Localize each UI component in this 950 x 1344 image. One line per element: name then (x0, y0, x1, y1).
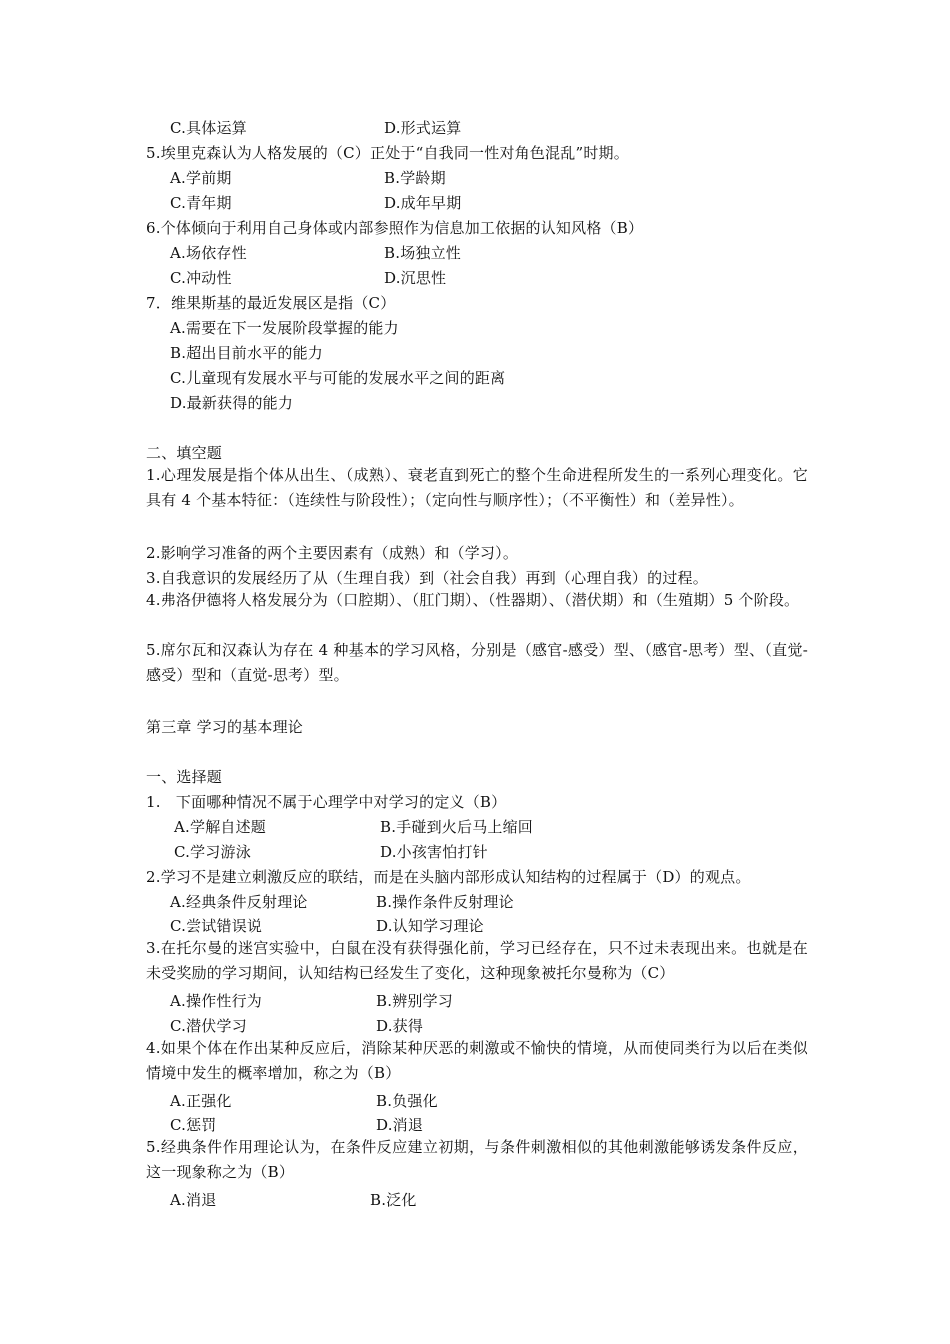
text-line-l22: 一、选择题 (146, 768, 223, 786)
paragraph-p3: 5.席尔瓦和汉森认为存在 4 种基本的学习风格，分别是（感官-感受）型、（感官-思考）型、（直觉-感受）型和（直觉-思考）型。 (146, 641, 808, 684)
text-line-l26: C.学习游泳 (174, 843, 251, 861)
paragraph-p2: 4.弗洛伊德将人格发展分为（口腔期）、（肛门期）、（性器期）、（潜伏期）和（生殖期）5 个阶段。 (146, 591, 800, 609)
text-line-l1: C.具体运算 (170, 119, 247, 137)
text-line-l33: A.操作性行为 (170, 992, 263, 1010)
text-line-l37: A.正强化 (170, 1092, 232, 1110)
paragraph-p6: 5.经典条件作用理论认为，在条件反应建立初期，与条件刺激相似的其他刺激能够诱发条件反应，这一现象称之为（B） (146, 1138, 808, 1181)
text-line-l32: D.认知学习理论 (376, 917, 484, 935)
text-line-l40: D.消退 (376, 1116, 424, 1134)
text-line-l9: A.场依存性 (170, 244, 247, 262)
text-line-l11: C.冲动性 (170, 269, 232, 287)
text-line-l15: B.超出目前水平的能力 (170, 344, 323, 362)
text-line-l17: D.最新获得的能力 (170, 394, 294, 412)
text-line-l39: C.惩罚 (170, 1116, 217, 1134)
text-line-l23: 1. 下面哪种情况不属于心理学中对学习的定义（B） (146, 793, 507, 811)
text-line-l20: 3.自我意识的发展经历了从（生理自我）到（社会自我）再到（心理自我）的过程。 (146, 569, 708, 587)
text-line-l2: D.形式运算 (384, 119, 462, 137)
text-line-l10: B.场独立性 (384, 244, 461, 262)
text-line-l16: C.儿童现有发展水平与可能的发展水平之间的距离 (170, 369, 506, 387)
text-line-l42: B.泛化 (370, 1191, 417, 1209)
text-line-l18: 二、填空题 (146, 444, 223, 462)
text-line-l4: A.学前期 (170, 169, 232, 187)
text-line-l25: B.手碰到火后马上缩回 (380, 818, 533, 836)
paragraph-p5: 4.如果个体在作出某种反应后，消除某种厌恶的刺激或不愉快的情境，从而使同类行为以后在类似情境中发生的概率增加，称之为（B） (146, 1039, 808, 1082)
text-line-l12: D.沉思性 (384, 269, 447, 287)
text-line-l34: B.辨别学习 (376, 992, 453, 1010)
text-line-l13: 7．维果斯基的最近发展区是指（C） (146, 294, 396, 312)
text-line-l27: D.小孩害怕打针 (380, 843, 488, 861)
text-line-l30: B.操作条件反射理论 (376, 893, 514, 911)
text-line-l8: 6.个体倾向于利用自己身体或内部参照作为信息加工依据的认知风格（B） (146, 219, 644, 237)
text-line-l35: C.潜伏学习 (170, 1017, 247, 1035)
text-line-l24: A.学解自述题 (174, 818, 267, 836)
paragraph-p1: 1.心理发展是指个体从出生、（成熟）、衰老直到死亡的整个生命进程所发生的一系列心理变化。它具有 4 个基本特征：（连续性与阶段性）；（定向性与顺序性）；（不平衡性）和（差异性）。 (146, 466, 808, 509)
text-line-l31: C.尝试错误说 (170, 917, 263, 935)
text-line-l38: B.负强化 (376, 1092, 438, 1110)
text-line-l5: B.学龄期 (384, 169, 446, 187)
text-line-l29: A.经典条件反射理论 (170, 893, 308, 911)
text-line-l19: 2.影响学习准备的两个主要因素有（成熟）和（学习）。 (146, 544, 519, 562)
text-line-l7: D.成年早期 (384, 194, 462, 212)
text-line-l6: C.青年期 (170, 194, 232, 212)
text-line-l36: D.获得 (376, 1017, 424, 1035)
text-line-l21: 第三章 学习的基本理论 (146, 718, 303, 736)
text-line-l41: A.消退 (170, 1191, 217, 1209)
text-line-l28: 2.学习不是建立刺激反应的联结，而是在头脑内部形成认知结构的过程属于（D）的观点。 (146, 868, 751, 886)
text-line-l14: A.需要在下一发展阶段掌握的能力 (170, 319, 399, 337)
text-line-l3: 5.埃里克森认为人格发展的（C）正处于“自我同一性对角色混乱”时期。 (146, 144, 629, 162)
paragraph-p4: 3.在托尔曼的迷宫实验中，白鼠在没有获得强化前，学习已经存在，只不过未表现出来。也就是在未受奖励的学习期间，认知结构已经发生了变化，这种现象被托尔曼称为（C） (146, 939, 808, 982)
